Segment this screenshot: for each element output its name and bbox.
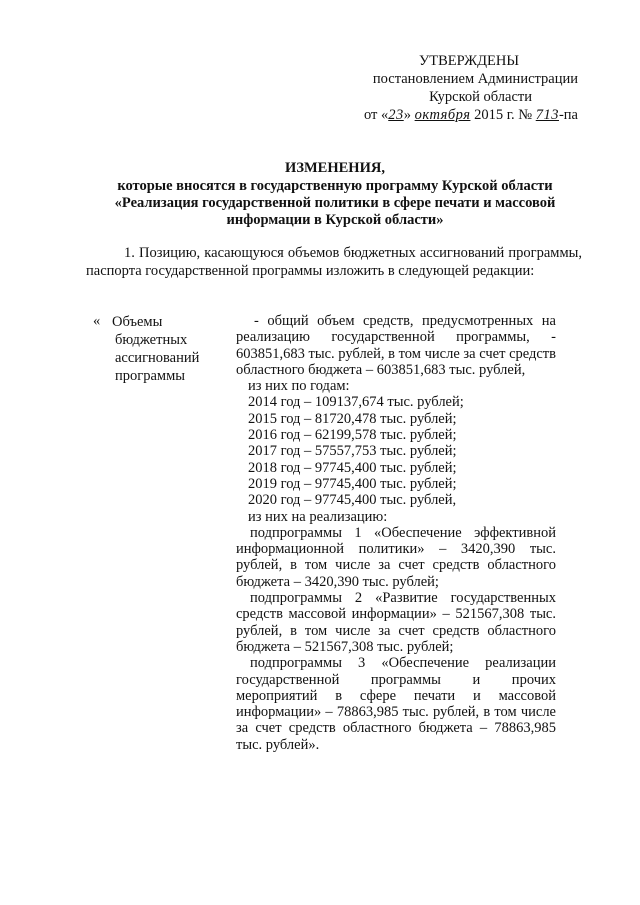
left-line-2: бюджетных [115,332,188,348]
opening-quote: « [93,313,101,329]
year-row: 2019 год – 97745,400 тыс. рублей; [248,475,457,492]
approval-number: 713 [535,107,559,123]
left-line-3: ассигнований [115,350,200,366]
by-subprograms-label: из них на реализацию: [248,508,388,525]
approval-stamp [320,52,578,124]
table-right-cell [236,313,556,753]
subprogram-2: подпрограммы 2 «Развитие государственных средств массовой информации» – 521567,308 тыс. рублей, в том числе за счет средств областного бюджета – 521567,308 тыс. рублей; [236,590,556,655]
subprogram-1: подпрограммы 1 «Обеспечение эффективной информационной политики» – 3420,390 тыс. рублей, в том числе за счет средств областного бюджета – 3420,390 тыс. рублей; [236,524,556,590]
approval-line-2: Курской области [429,89,532,105]
heading-line-2: «Реализация государственной политики в сфере печати и массовой [114,195,556,211]
heading-line-1: которые вносятся в государственную программу Курской области [117,178,553,194]
intro-paragraph: 1. Позицию, касающуюся объемов бюджетных ассигнований программы, паспорта государственной программы изложить в следующей редакции: [86,245,582,279]
document-heading [70,160,600,229]
left-line-1: Объемы [112,314,163,330]
total-volume: - общий объем средств, предусмотренных на реализацию государственной программы, - 603851,683 тыс. рублей, в том числе за счет средств областного бюджета – 603851,683 тыс. рублей, [236,313,556,378]
year-row: 2018 год – 97745,400 тыс. рублей; [248,459,457,476]
subprogram-3: подпрограммы 3 «Обеспечение реализации государственной программы и прочих мероприятий в сфере печати и массовой информации» – 78863,985 тыс. рублей, в том числе за счет средств областного бюджета – 78863,985 тыс. рублей». [236,655,556,753]
by-years-label: из них по годам: [248,378,350,395]
approval-line-1: постановлением Администрации [372,71,578,87]
year-row: 2016 год – 62199,578 тыс. рублей; [248,427,457,444]
approval-day: 23 [388,107,404,123]
approval-month: октября [414,107,471,123]
left-line-4: программы [115,368,185,384]
approval-title: УТВЕРЖДЕНЫ [418,53,520,69]
year-row: 2014 год – 109137,674 тыс. рублей; [248,394,464,411]
year-row: 2015 год – 81720,478 тыс. рублей; [248,410,457,427]
year-row: 2020 год – 97745,400 тыс. рублей, [248,492,457,509]
approval-date: от «23» октября 2015 г. № 713-па [363,107,578,123]
year-row: 2017 год – 57557,753 тыс. рублей; [248,443,457,460]
heading-line-3: информации в Курской области» [226,212,444,228]
heading-title: ИЗМЕНЕНИЯ, [285,160,385,176]
table-left-cell [112,313,212,385]
